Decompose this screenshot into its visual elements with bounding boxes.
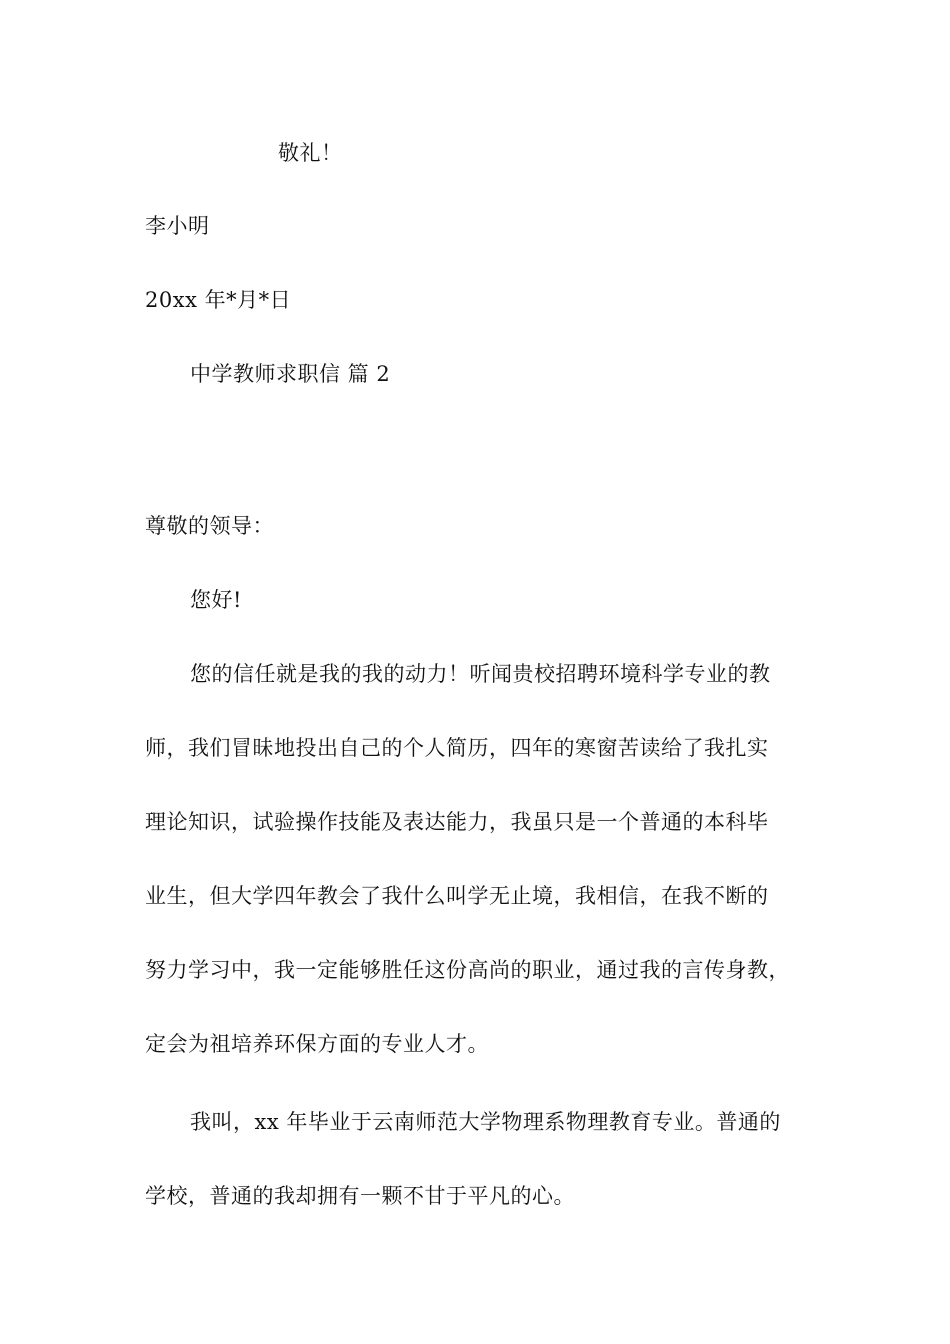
section-heading: 中学教师求职信 篇 2 xyxy=(190,362,391,386)
paragraph-line: 理论知识，试验操作技能及表达能力，我虽只是一个普通的本科毕 xyxy=(145,810,769,834)
closing-text: 敬礼！ xyxy=(278,141,343,165)
signature-name: 李小明 xyxy=(145,214,210,238)
paragraph-line: 业生，但大学四年教会了我什么叫学无止境，我相信，在我不断的 xyxy=(145,884,769,908)
paragraph-line: 师，我们冒昧地投出自己的个人简历，四年的寒窗苦读给了我扎实 xyxy=(145,736,769,760)
paragraph-line: 努力学习中，我一定能够胜任这份高尚的职业，通过我的言传身教， xyxy=(145,958,790,982)
letter-date: 20xx 年*月*日 xyxy=(145,288,292,312)
greeting: 您好! xyxy=(190,588,242,612)
paragraph-line: 定会为祖培养环保方面的专业人才。 xyxy=(145,1032,489,1056)
salutation: 尊敬的领导： xyxy=(145,514,274,538)
paragraph-line: 我叫，xx 年毕业于云南师范大学物理系物理教育专业。普通的 xyxy=(190,1110,781,1134)
paragraph-line: 学校，普通的我却拥有一颗不甘于平凡的心。 xyxy=(145,1184,575,1208)
paragraph-line: 您的信任就是我的我的动力！听闻贵校招聘环境科学专业的教 xyxy=(190,662,771,686)
